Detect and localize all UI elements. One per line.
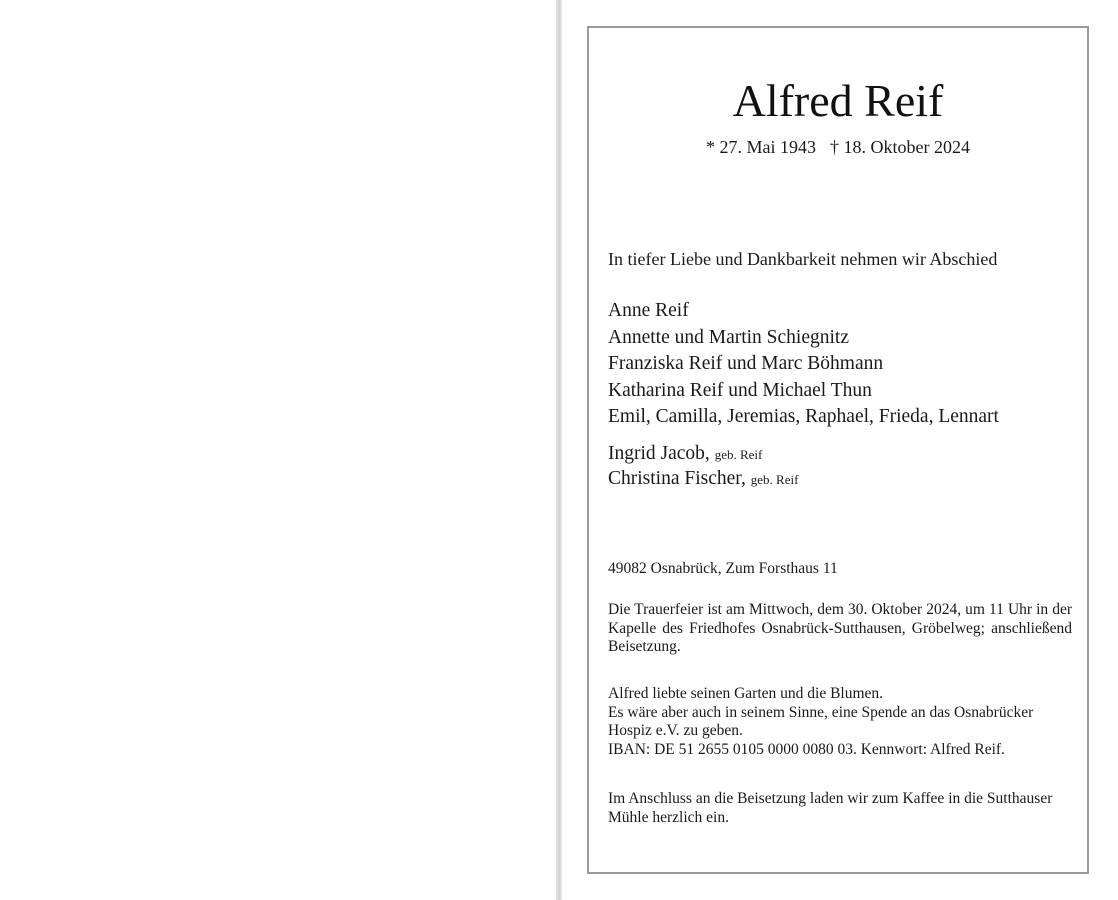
sibling bbox=[608, 442, 798, 467]
sibling-name: Ingrid Jacob, bbox=[608, 443, 710, 464]
family-member: Katharina Reif und Michael Thun bbox=[608, 379, 872, 401]
family-member: Franziska Reif und Marc Böhmann bbox=[608, 353, 884, 375]
family-member: Anne Reif bbox=[608, 300, 689, 321]
sibling-birth-name: geb. Reif bbox=[750, 471, 799, 487]
obituary-notice bbox=[587, 26, 1089, 874]
donation-request bbox=[608, 685, 1072, 759]
deceased-name: Alfred Reif bbox=[732, 75, 944, 126]
grandchildren: Emil, Camilla, Jeremias, Raphael, Frieda, Lennart bbox=[608, 406, 999, 428]
funeral-details: Die Trauerfeier ist am Mittwoch, dem 30. Oktober 2024, um 11 Uhr in der Kapelle des Friedhofes Osnabrück-Sutthausen, Gröbelweg; anschließend Beisetzung. bbox=[608, 601, 1072, 655]
right-page bbox=[562, 0, 1118, 900]
sibling-name: Christina Fischer, bbox=[608, 467, 746, 489]
donation-line: Es wäre aber auch in seinem Sinne, eine Spende an das Osnabrücker Hospiz e.V. zu geben. bbox=[608, 703, 1034, 739]
family-list bbox=[608, 298, 999, 431]
left-blank-page bbox=[0, 0, 556, 900]
sibling bbox=[608, 467, 798, 492]
death-date: † 18. Oktober 2024 bbox=[830, 137, 970, 157]
farewell-line: In tiefer Liebe und Dankbarkeit nehmen wir Abschied bbox=[608, 249, 998, 269]
bank-details: IBAN: DE 51 2655 0105 0000 0080 03. Kennwort: Alfred Reif. bbox=[608, 740, 1005, 758]
life-dates bbox=[589, 136, 1087, 158]
siblings-list bbox=[608, 442, 798, 491]
sibling-birth-name: geb. Reif bbox=[714, 447, 763, 462]
family-member: Annette und Martin Schiegnitz bbox=[608, 326, 849, 348]
coffee-invitation: Im Anschluss an die Beisetzung laden wir zum Kaffee in die Sutthauser Mühle herzlich ein. bbox=[608, 790, 1053, 826]
donation-line: Alfred liebte seinen Garten und die Blumen. bbox=[608, 685, 884, 702]
mourning-address: 49082 Osnabrück, Zum Forsthaus 11 bbox=[608, 560, 838, 577]
birth-date: * 27. Mai 1943 bbox=[706, 137, 816, 157]
